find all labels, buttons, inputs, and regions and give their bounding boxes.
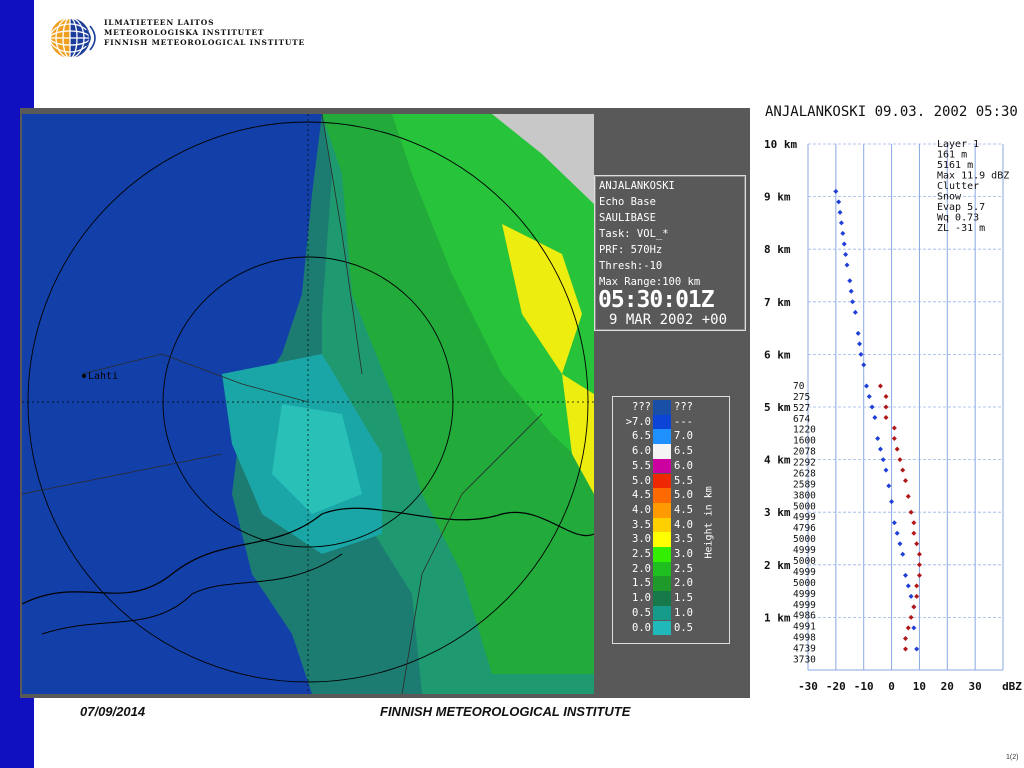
legend-swatch — [653, 547, 671, 562]
profile-data-point — [836, 199, 841, 204]
layer-info-line: ZL -31 m — [937, 223, 986, 234]
profile-data-point — [884, 468, 889, 473]
profile-data-point — [858, 352, 863, 357]
legend-lower-value: 2.5 — [632, 548, 651, 560]
info-line: ANJALANKOSKI — [599, 180, 675, 192]
profile-data-point — [895, 531, 900, 536]
profile-data-point — [903, 478, 908, 483]
height-tick-label: 9 km — [764, 190, 791, 204]
sample-count-label: 5000 — [793, 534, 816, 546]
legend-upper-value: 0.5 — [674, 621, 693, 634]
legend-upper-value: 5.5 — [674, 474, 693, 487]
height-tick-label: 8 km — [764, 243, 791, 257]
height-tick-label: 4 km — [764, 453, 791, 467]
profile-data-point — [838, 210, 843, 215]
legend-row — [613, 576, 729, 591]
legend-lower-value: >7.0 — [625, 415, 651, 428]
sample-count-label: 1600 — [793, 435, 816, 447]
legend-lower-value: 1.0 — [632, 592, 651, 605]
legend-lower-value: 4.5 — [632, 489, 651, 502]
legend-row — [613, 562, 729, 577]
profile-data-point — [892, 520, 897, 525]
institute-line: FINNISH METEOROLOGICAL INSTITUTE — [104, 38, 306, 47]
layer-info-line: Layer 1 — [937, 139, 980, 150]
profile-data-point — [861, 362, 866, 367]
profile-data-point — [906, 494, 911, 499]
legend-row — [613, 444, 729, 459]
legend-swatch — [653, 621, 671, 636]
profile-data-point — [914, 646, 919, 651]
sample-count-label: 2628 — [793, 468, 816, 480]
radar-info-box — [594, 175, 746, 331]
height-tick-label: 3 km — [764, 506, 791, 520]
profile-data-point — [909, 510, 914, 515]
sample-count-label: 4998 — [793, 632, 816, 644]
institute-name — [104, 18, 305, 48]
sample-count-label: 3800 — [793, 490, 816, 502]
info-line: Max Range:100 km — [599, 276, 701, 288]
legend-lower-value: 6.0 — [632, 445, 651, 458]
sample-count-label: 4986 — [793, 610, 816, 622]
profile-data-point — [892, 426, 897, 431]
sample-count-label: 5000 — [793, 577, 816, 589]
legend-upper-value: 2.5 — [674, 562, 693, 575]
fmi-globe-logo-icon — [46, 16, 98, 60]
info-line: Task: VOL_* — [599, 228, 669, 240]
legend-lower-value: 0.5 — [632, 606, 651, 619]
profile-data-point — [884, 415, 889, 420]
profile-data-point — [849, 289, 854, 294]
legend-row — [613, 621, 729, 636]
profile-data-point — [909, 594, 914, 599]
legend-upper-value: ??? — [674, 401, 693, 413]
sample-count-label: 4991 — [793, 621, 816, 633]
profile-data-point — [857, 341, 862, 346]
page-number: 1(2) — [1006, 754, 1019, 761]
legend-swatch — [653, 400, 671, 415]
profile-data-point — [875, 436, 880, 441]
profile-data-point — [906, 583, 911, 588]
sample-count-label: 5000 — [793, 556, 816, 568]
legend-upper-value: 5.0 — [674, 489, 693, 502]
legend-swatch — [653, 576, 671, 591]
profile-data-point — [856, 331, 861, 336]
legend-swatch — [653, 532, 671, 547]
legend-swatch — [653, 488, 671, 503]
profile-data-point — [870, 405, 875, 410]
profile-data-point — [903, 646, 908, 651]
layer-info-line: Evap 5.7 — [937, 202, 986, 213]
sample-count-label: 2292 — [793, 457, 816, 469]
legend-upper-value: 1.0 — [674, 606, 693, 619]
legend-swatch — [653, 518, 671, 533]
profile-data-point — [845, 262, 850, 267]
x-tick-label: -10 — [853, 680, 874, 693]
legend-row — [613, 591, 729, 606]
profile-data-point — [843, 252, 848, 257]
x-tick-label: 20 — [940, 680, 954, 693]
radar-map — [22, 114, 594, 694]
legend-lower-value: 5.0 — [632, 474, 651, 487]
profile-data-point — [897, 541, 902, 546]
x-tick-label: -30 — [798, 680, 818, 693]
info-line: Thresh:-10 — [599, 260, 663, 272]
layer-info-line: Wq 0.73 — [937, 212, 980, 224]
height-tick-label: 1 km — [764, 611, 791, 625]
legend-swatch — [653, 503, 671, 518]
profile-data-point — [914, 583, 919, 588]
layer-info-line: Max 11.9 dBZ — [937, 170, 1010, 182]
legend-upper-value: 6.0 — [674, 459, 693, 472]
sample-count-label: 527 — [793, 402, 811, 414]
sample-count-label: 4999 — [793, 545, 816, 557]
dbz-profile-chart — [760, 130, 1024, 700]
sample-count-label: 2589 — [793, 479, 816, 491]
profile-data-point — [892, 436, 897, 441]
legend-swatch — [653, 415, 671, 430]
sample-count-label: 4999 — [793, 599, 816, 611]
legend-swatch — [653, 444, 671, 459]
profile-data-point — [833, 189, 838, 194]
profile-data-point — [900, 468, 905, 473]
legend-swatch — [653, 429, 671, 444]
layer-info-line: Snow — [937, 191, 962, 203]
legend-title: Height in km — [703, 486, 715, 559]
legend-lower-value: 0.0 — [632, 621, 651, 634]
profile-data-point — [889, 499, 894, 504]
sample-count-label: 4739 — [793, 643, 816, 655]
footer-date: 07/09/2014 — [80, 704, 146, 719]
legend-lower-value: ??? — [632, 401, 651, 413]
profile-data-point — [847, 278, 852, 283]
legend-swatch — [653, 459, 671, 474]
x-tick-label: dBZ — [1002, 680, 1022, 693]
sample-count-label: 4796 — [793, 523, 816, 535]
height-tick-label: 5 km — [764, 401, 791, 414]
sample-count-label: 5000 — [793, 501, 816, 513]
legend-swatch — [653, 606, 671, 621]
legend-lower-value: 1.5 — [632, 577, 651, 590]
profile-data-point — [864, 383, 869, 388]
profile-data-point — [839, 220, 844, 225]
legend-lower-value: 2.0 — [632, 562, 651, 575]
legend-row — [613, 415, 729, 430]
x-tick-label: 10 — [912, 680, 927, 693]
info-line: Echo Base — [599, 196, 656, 208]
sample-count-label: 70 — [793, 380, 805, 392]
profile-data-point — [903, 573, 908, 578]
layer-info-line: 5161 m — [937, 160, 974, 171]
legend-upper-value: 4.5 — [674, 503, 693, 516]
profile-data-point — [914, 541, 919, 546]
legend-upper-value: 1.5 — [674, 592, 693, 605]
height-tick-label: 2 km — [764, 558, 791, 572]
observation-date: 9 MAR 2002 +00 — [609, 312, 728, 328]
profile-data-point — [897, 457, 902, 462]
x-tick-label: -20 — [825, 680, 846, 693]
sample-count-label: 674 — [793, 413, 811, 425]
legend-lower-value: 4.0 — [632, 503, 651, 516]
city-label: Lahti — [88, 371, 119, 382]
profile-data-point — [911, 520, 916, 525]
institute-line: METEOROLOGISKA INSTITUTET — [104, 28, 265, 37]
profile-data-point — [867, 394, 872, 399]
legend-upper-value: 4.0 — [674, 518, 693, 531]
profile-title: ANJALANKOSKI 09.03. 2002 05:30 — [765, 104, 1018, 120]
legend-swatch — [653, 562, 671, 577]
profile-data-point — [886, 483, 891, 488]
profile-data-point — [853, 310, 858, 315]
legend-upper-value: 3.0 — [674, 548, 693, 560]
x-tick-label: 0 — [888, 680, 895, 693]
info-line: PRF: 570Hz — [599, 244, 663, 256]
legend-swatch — [653, 591, 671, 606]
height-tick-label: 7 km — [764, 295, 791, 309]
legend-upper-value: 7.0 — [674, 430, 693, 443]
legend-lower-value: 5.5 — [632, 459, 651, 472]
legend-row — [613, 400, 729, 415]
sample-count-label: 1220 — [793, 424, 816, 436]
profile-data-point — [842, 241, 847, 246]
profile-data-point — [878, 447, 883, 452]
profile-data-point — [911, 604, 916, 609]
legend-upper-value: 2.0 — [674, 577, 693, 590]
footer-institute: FINNISH METEOROLOGICAL INSTITUTE — [380, 704, 631, 719]
profile-data-point — [911, 625, 916, 630]
profile-data-point — [840, 231, 845, 236]
profile-data-point — [909, 615, 914, 620]
sample-count-label: 275 — [793, 391, 811, 403]
profile-data-point — [917, 573, 922, 578]
profile-data-point — [878, 383, 883, 388]
legend-row — [613, 606, 729, 621]
sample-count-label: 4999 — [793, 588, 816, 600]
height-tick-label: 6 km — [764, 348, 791, 362]
sample-count-label: 3730 — [793, 654, 816, 666]
profile-data-point — [914, 594, 919, 599]
layer-info-line: 161 m — [937, 149, 968, 161]
info-line: SAULIBASE — [599, 212, 656, 224]
legend-swatch — [653, 474, 671, 489]
sample-count-label: 2078 — [793, 446, 816, 458]
sample-count-label: 4999 — [793, 512, 816, 524]
legend-lower-value: 3.0 — [632, 533, 651, 546]
legend-lower-value: 3.5 — [632, 518, 651, 531]
legend-upper-value: 3.5 — [674, 533, 693, 546]
profile-data-point — [850, 299, 855, 304]
layer-info-line: Clutter — [937, 181, 980, 192]
sample-count-label: 4999 — [793, 566, 816, 578]
profile-data-point — [881, 457, 886, 462]
profile-data-point — [884, 394, 889, 399]
legend-row — [613, 429, 729, 444]
legend-lower-value: 6.5 — [632, 430, 651, 443]
observation-time: 05:30:01Z — [598, 287, 714, 313]
profile-data-point — [900, 552, 905, 557]
profile-data-point — [884, 405, 889, 410]
profile-data-point — [917, 552, 922, 557]
profile-data-point — [911, 531, 916, 536]
institute-line: ILMATIETEEN LAITOS — [104, 18, 215, 27]
profile-data-point — [903, 636, 908, 641]
profile-data-point — [872, 415, 877, 420]
profile-data-point — [906, 625, 911, 630]
legend-upper-value: 6.5 — [674, 445, 693, 458]
x-tick-label: 30 — [968, 680, 982, 693]
profile-data-point — [917, 562, 922, 567]
legend-upper-value: --- — [674, 415, 693, 428]
profile-data-point — [895, 447, 900, 452]
height-tick-label: 10 km — [764, 138, 798, 151]
